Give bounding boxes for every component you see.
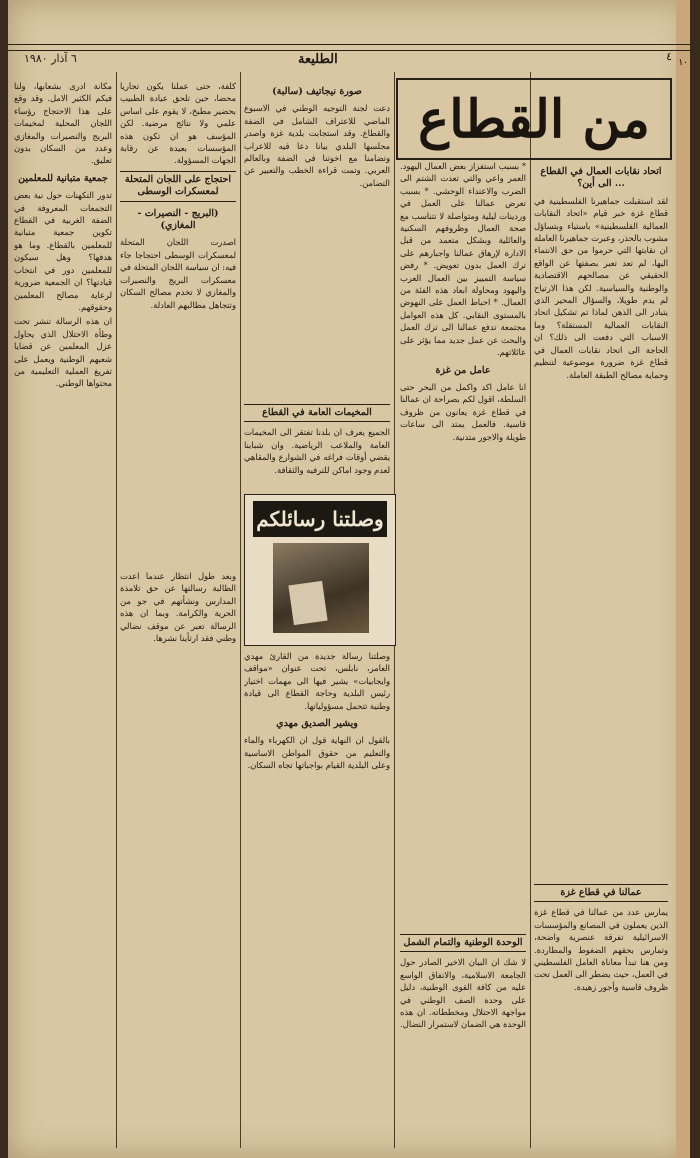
article-body: اصدرت اللجان المتحلة لمعسكرات الوسطى احتجاجا جاء فيه: ان سياسة اللجان المتحلة في معسكرات البريج والنصيرات والمغازي لا تخدم مصالح السكان وتتجاهل مطالبهم العادلة. [120,237,236,310]
article-body: الجميع يعرف ان بلدنا تفتقر الى المخيمات العامة والملاعب الرياضية. وان شبابنا يقضي أوقات فراغه في الشوارع والمقاهي لعدم وجود اماكن للترفيه والثقافة. [244,427,390,475]
article-body: مكانة ادرى بشعابها، ولنا فيكم الكثير الامل. وقد وقع على هذا الاحتجاج رؤساء اللجان المحلية لمخيمات البريج والنصيرات والمغازي وعدد من السكان بدون تعليق. [14,81,112,166]
article-body: لا شك ان البيان الاخير الصادر حول الجامعة الاسلامية، والاتفاق الواسع عليه من كافة القوى الوطنية، دليل على وحدة الصف الوطني في مواجهة الاحتلال ومخططاته. ان هذه الوحدة هي الضمان لاستمرار النضال. [400,957,526,1030]
article-body: دعت لجنة التوجيه الوطني في الاسبوع الماضي للاعتراف الشامل في الضفة والقطاع. وقد استجابت بلدية غزة واصدر مجلسها البلدي بيانا دعا فيه للاعراب وتضامنا مع اخوتنا في الضفة وبالعالم العربي. وتمت قراءة الخطب والتعبير عن التضامن. [244,103,390,188]
left-column-top [120,80,236,560]
center-column-bottom [244,650,390,1140]
article-heading: اتحاد نقابات العمال في القطاع ... الى أين؟ [540,166,662,190]
column-rule [530,72,531,1148]
column-rule [240,72,241,1148]
feature-title: من القطاع [418,88,650,150]
article-body: وصلتنا رسالة جديدة من القارئ مهدي العامر، نابلس، تحت عنوان «مواقف وايجابيات» يشير فيها الى مهمات اختيار رئيس البلدية وحاجة القطاع الى قيادة وطنية تتحمل مسؤولياتها. [244,651,390,711]
article-heading: احتجاج على اللجان المتحلة لمعسكرات الوسطى [120,171,236,202]
mid-right-column-bottom [400,930,526,1140]
newspaper-page [8,0,690,1158]
far-left-column [14,80,112,1140]
center-column-mid [244,400,390,492]
article-body: يمارس عدد من عمالنا في قطاع غزة الذين يعملون في المصانع والمؤسسات الاسرائيلية تفرقة عنصرية واضحة، وتمارس بحقهم الضغوط والمطاردة. ومن هنا تبدأ معاناة العامل الفلسطيني في العمل، حيث يضطر الى العمل تحت ظروف قاسية وأجور زهيدة. [534,907,668,992]
right-column-top [534,160,668,700]
feature-title-box [396,78,672,160]
paper-name: الطليعة [298,52,338,67]
article-heading: جمعية متبانية للمعلمين [18,172,108,184]
article-body: وبعد طول انتظار عندما اعدت الطالبة رسالتها عن حق تلامذة المدارس ونشأتهم في جو من الحرية والكرامة. وبما ان هذه الرسالة تعبر عن موقف نضالي وطني فقد ارتأينا نشرها. [120,571,236,644]
header-rule-second [8,50,690,51]
column-rule [116,72,117,1148]
photo-image [273,543,369,633]
mid-right-column-top [400,160,526,760]
article-heading: صورة نيجاتيف (سالبة) [272,86,362,97]
article-subheading: ويشير الصديق مهدي [276,718,358,730]
article-subheading: (البريج - النصيرات - المغازي) [137,207,219,232]
mailbag-photo [244,494,396,646]
article-heading: عمالنا في قطاع غزة [534,884,668,902]
center-column-top [244,80,390,450]
article-heading: الوحدة الوطنية والتمام الشمل [400,934,526,952]
article-body: تدور التكهنات حول نية بعض التجمعات المعروفة في الضفة الغربية في القطاع تكوين جمعية متبانية للمعلمين بالقطاع. وما هو هدفها؟ وهل سيكون للمعلمين دور في انتخاب قيادتها؟ ان الجمعية ضرورية لرعاية مصالح المعلمين وحقوقهم. [14,190,112,312]
right-column-bottom [534,880,668,1140]
article-body: * بسبب استفزاز بعض العمال اليهود. العمر واعي والتي تعدت الشتم الى الضرب والاعتداء الوحشي. * بسبب تعرض عمالنا على العمل في وردينات ليلية ومتواصلة لا تتناسب مع صحة العمال وظروفهم السكنية والعائلية وبشكل متعمد من قبل الادارة لإرهاق عمالنا واجبارهم على ترك العمل بدون تعويض. * رفض سياسة التمييز بين العمال العرب واليهود ومحاولة ابعاد هذه الفئة من العمال. * احباط العمل على النهوض بالمستوى النقابي. كل هذه العوامل مجتمعة تدفع عمالنا الى ترك العمل والبحث عن عمل جديد مما يؤثر على عائلاتهم. [400,161,526,358]
left-column-bottom [120,570,236,1140]
article-body: كلفة، حتى عملنا يكون تجاريا محضا، حين تلحق عيادة الطبيب بحضير مطبخ، لا يقوم على اساس علمي ولا نتائج مرضية. لكن المؤسف هو ان تكون هذه المؤسسات بعيدة عن رقابة الجهات المسؤولة. [120,81,236,166]
article-heading: المخيمات العامة في القطاع [244,404,390,422]
article-body: ان هذه الرسالة تنشر تحت وطأة الاحتلال الذي يحاول عزل المعلمين عن قضايا شعبهم الوطنية ويعمل على تفريغ العملية التعليمية من محتواها الوطني. [14,316,112,389]
binding-strip [676,0,690,1158]
side-tab: ١٠ [678,58,688,68]
article-body: انا عامل اكد واكمل من البحر حتى السلطة، اقول لكم بصراحة ان عمالنا في قطاع غزة يعانون من ظروف قاسية. فالعمل يمتد الى ساعات طويلة والاجور متدنية. [400,381,526,442]
header-rule [8,44,690,45]
article-body: بالقول ان النهاية قول ان الكهرباء والماء والتعليم من حقوق المواطن الاساسية وعلى البلدية القيام بواجباتها تجاه السكان. [244,735,390,771]
photo-caption: وصلتنا رسائلكم [253,501,387,537]
article-subheading: عامل من غزة [435,364,491,376]
page-number: ٤ [666,50,672,63]
issue-date: ٦ آذار ١٩٨٠ [24,52,77,65]
article-body: لقد استقبلت جماهيرنا الفلسطينية في قطاع غزة خبر قيام «اتحاد النقابات العمالية الفلسطينية» باستياء وبتساؤل مشوب بالحذر، وعبرت جماهيرنا العاملة ان نقابتها التي حرموا من حق الانتماء اليها، لم تعد تعبر بصفتها عن الواقع الحقيقي عن مصالحهم الاقتصادية والوطنية والسياسية. لكن هذا الارتياح لم يدم طويلا، والسؤال المحير الذي يتبادر الى الذهن لماذا تم تشكيل اتحاد النقابات العمالية المستقلة؟ وما الاسباب التي دفعت الى ذلك؟ ان الحاجة الى اتحاد نقابات العمال في قطاع غزة ضرورة موضوعية لتنظيم وحماية مصالح الطبقة العاملة. [534,195,668,380]
